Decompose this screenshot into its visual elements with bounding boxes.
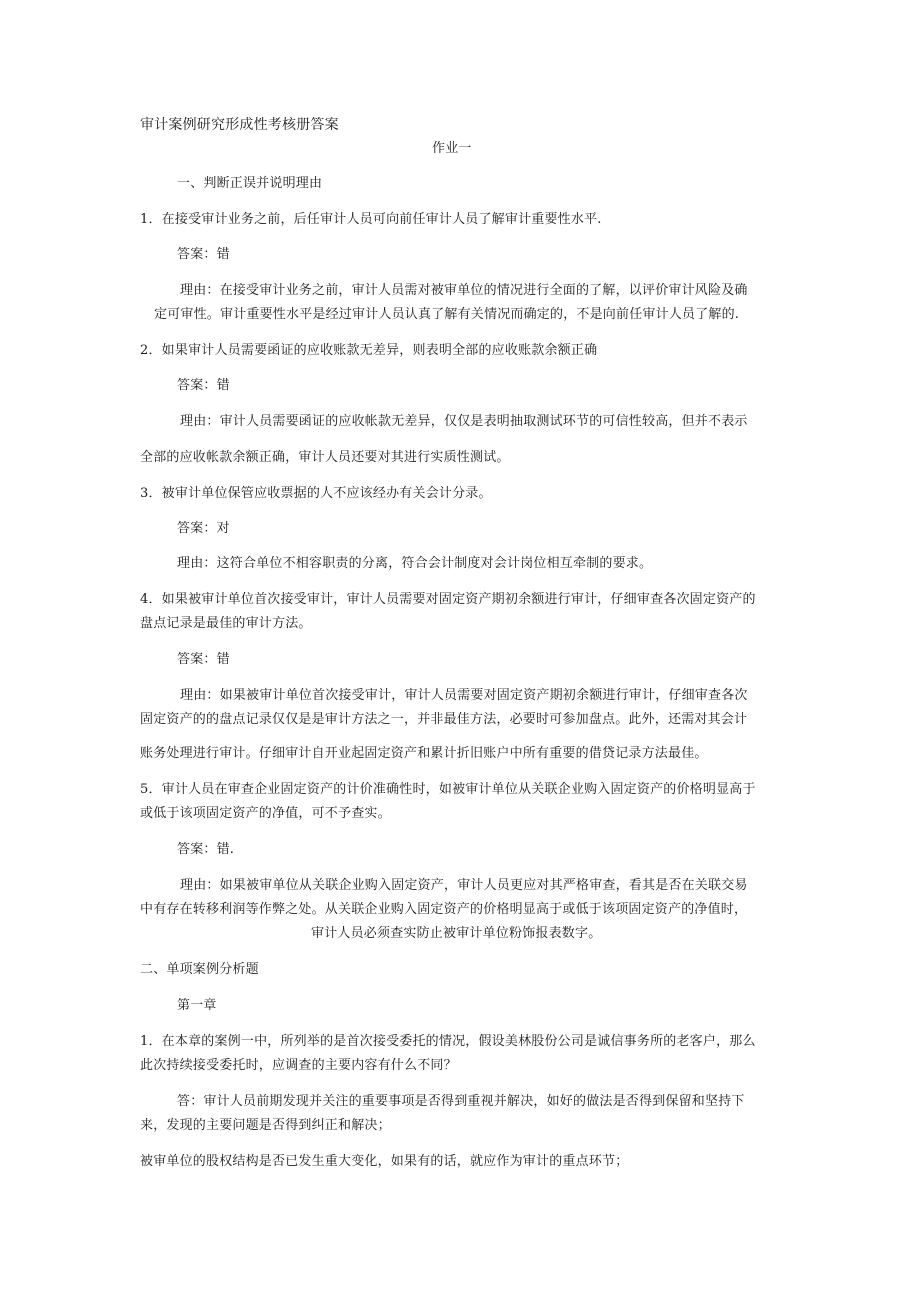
reason-5-line-1: 理由：如果被审单位从关联企业购入固定资产，审计人员更应对其严格审查，看其是否在关联交易 bbox=[180, 878, 748, 893]
question-1: 1．在接受审计业务之前，后任审计人员可向前任审计人员了解审计重要性水平. bbox=[140, 212, 602, 227]
case-1-answer-line-2: 来，发现的主要问题是否得到纠正和解决； bbox=[140, 1118, 391, 1133]
reason-1-line-1: 理由：在接受审计业务之前，审计人员需对被审单位的情况进行全面的了解，以评价审计风险及确 bbox=[180, 283, 748, 298]
answer-3: 答案：对 bbox=[177, 521, 230, 536]
answer-4: 答案：错 bbox=[177, 652, 230, 667]
reason-3-line-1: 理由：这符合单位不相容职责的分离，符合会计制度对会计岗位相互牵制的要求。 bbox=[177, 556, 653, 571]
chapter-1-heading: 第一章 bbox=[177, 998, 217, 1013]
case-1-answer-line-3: 被审单位的股权结构是否已发生重大变化，如果有的话，就应作为审计的重点环节； bbox=[140, 1154, 629, 1169]
question-5-line-2: 或低于该项固定资产的净值，可不予查实。 bbox=[140, 806, 391, 821]
reason-4-line-2: 固定资产的的盘点记录仅仅是是审计方法之一，并非最佳方法，必要时可参加盘点。此外，还需对其会计 bbox=[140, 712, 748, 727]
answer-2: 答案：错 bbox=[177, 378, 230, 393]
case-1-question-line-1: 1．在本章的案例一中，所列举的是首次接受委托的情况，假设美林股份公司是诚信事务所的老客户，那么 bbox=[140, 1034, 756, 1049]
reason-4-line-3: 账务处理进行审计。仔细审计自开业起固定资产和累计折旧账户中所有重要的借贷记录方法最佳。 bbox=[140, 746, 708, 761]
answer-1: 答案：错 bbox=[177, 247, 230, 262]
case-1-answer-line-1: 答：审计人员前期发现并关注的重要事项是否得到重视并解决，如好的做法是否得到保留和坚持下 bbox=[177, 1094, 745, 1109]
question-4-line-2: 盘点记录是最佳的审计方法。 bbox=[140, 616, 312, 631]
section-1-heading: 一、判断正误并说明理由 bbox=[177, 176, 323, 191]
question-4-line-1: 4．如果被审计单位首次接受审计，审计人员需要对固定资产期初余额进行审计，仔细审查各次固定资产的 bbox=[140, 592, 756, 607]
question-2: 2．如果审计人员需要函证的应收账款无差异，则表明全部的应收账款余额正确 bbox=[140, 343, 598, 358]
section-2-heading: 二、单项案例分析题 bbox=[140, 962, 259, 977]
reason-1-line-2: 定可审性。审计重要性水平是经过审计人员认真了解有关情况而确定的，不是向前任审计人员了解的. bbox=[154, 307, 740, 322]
answer-5: 答案：错. bbox=[177, 842, 235, 857]
reason-5-line-2: 中有存在转移利润等作弊之处。从关联企业购入固定资产的价格明显高于或低于该项固定资产的净值时， bbox=[140, 902, 748, 917]
reason-2-line-1: 理由：审计人员需要函证的应收帐款无差异，仅仅是表明抽取测试环节的可信性较高，但并不表示 bbox=[180, 414, 748, 429]
reason-2-line-2: 全部的应收帐款余额正确，审计人员还要对其进行实质性测试。 bbox=[140, 450, 510, 465]
question-3: 3．被审计单位保管应收票据的人不应该经办有关会计分录。 bbox=[140, 486, 492, 501]
question-5-line-1: 5．审计人员在审查企业固定资产的计价准确性时，如被审计单位从关联企业购入固定资产的价格明显高于 bbox=[140, 782, 756, 797]
reason-4-line-1: 理由：如果被审计单位首次接受审计，审计人员需要对固定资产期初余额进行审计，仔细审查各次 bbox=[180, 688, 748, 703]
reason-5-line-3: 审计人员必须查实防止被审计单位粉饰报表数字。 bbox=[311, 926, 602, 941]
assignment-subtitle: 作业一 bbox=[432, 141, 472, 156]
case-1-question-line-2: 此次持续接受委托时，应调查的主要内容有什么不同？ bbox=[140, 1058, 457, 1073]
document-title: 审计案例研究形成性考核册答案 bbox=[140, 117, 339, 133]
